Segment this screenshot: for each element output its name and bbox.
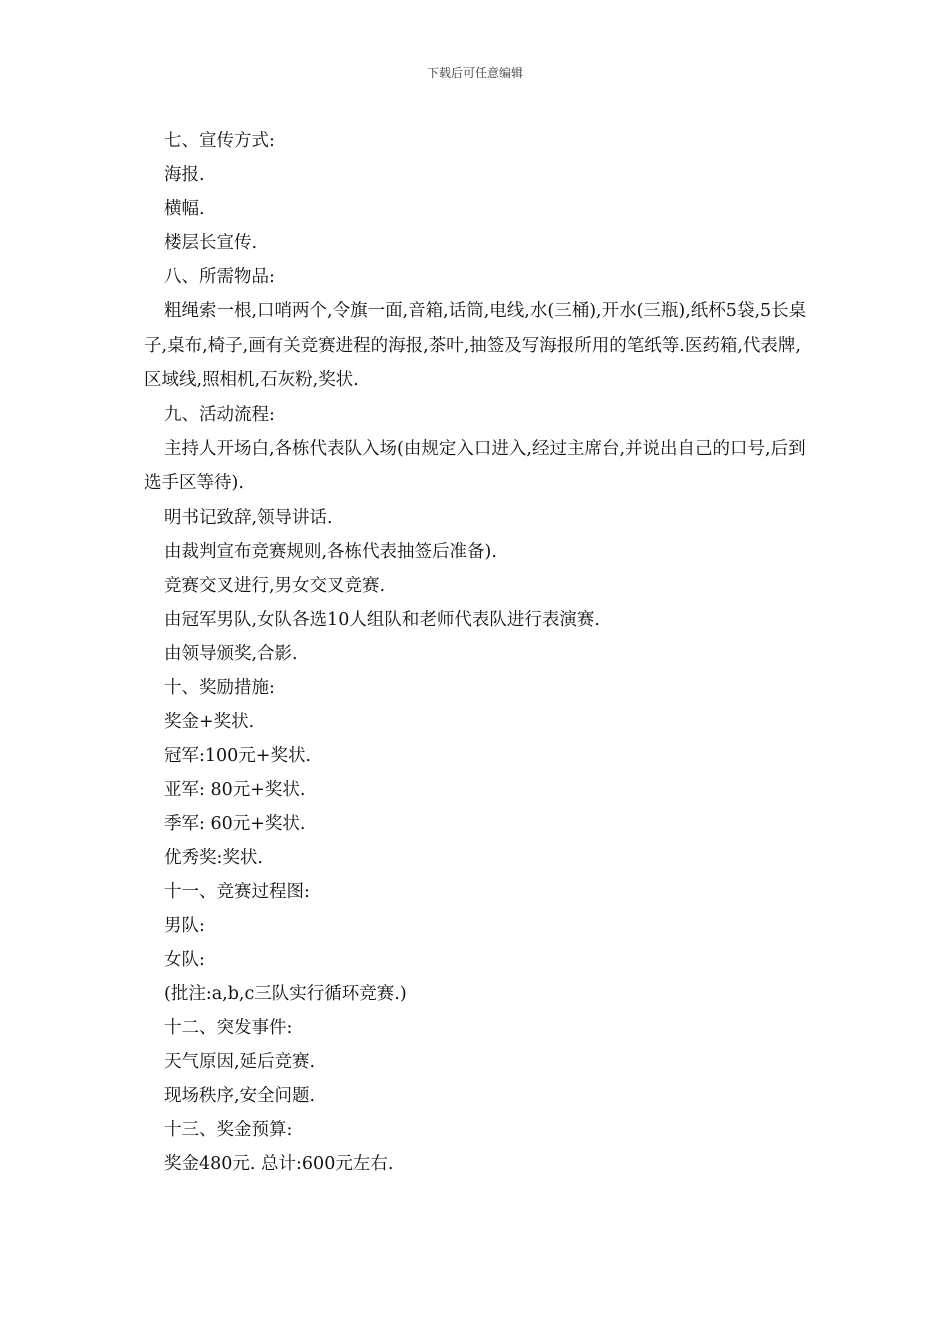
list-item: 竞赛交叉进行,男女交叉竞赛. <box>164 575 386 596</box>
list-item: 奖金480元. 总计:600元左右. <box>164 1153 394 1174</box>
list-item: 季军: 60元+奖状. <box>164 813 306 834</box>
list-item: 楼层长宣传. <box>164 233 258 253</box>
section-heading-budget: 十三、奖金预算: <box>164 1119 293 1140</box>
list-item: 横幅. <box>164 199 205 219</box>
list-item: 海报. <box>164 165 205 185</box>
list-item: 冠军:100元+奖状. <box>164 745 312 766</box>
list-item: 亚军: 80元+奖状. <box>164 779 306 800</box>
list-item: 优秀奖:奖状. <box>164 847 263 868</box>
list-item: 由裁判宣布竞赛规则,各栋代表抽签后准备). <box>164 541 497 562</box>
annotation-note: (批注:a,b,c三队实行循环竞赛.) <box>164 983 407 1004</box>
document-body <box>144 124 814 1181</box>
list-item: 女队: <box>164 949 205 970</box>
section-heading-supplies: 八、所需物品: <box>164 267 275 287</box>
section-heading-emergencies: 十二、突发事件: <box>164 1017 293 1038</box>
section-heading-process: 九、活动流程: <box>164 404 275 425</box>
page-header: 下载后可任意编辑 <box>426 66 523 80</box>
section-heading-diagram: 十一、竞赛过程图: <box>164 881 310 902</box>
supplies-paragraph: 粗绳索一根,口哨两个,令旗一面,音箱,话筒,电线,水(三桶),开水(三瓶),纸杯5袋,5长桌子,桌布,椅子,画有关竞赛进程的海报,茶叶,抽签及写海报所用的笔纸等.医药箱,代表牌,区域线,照相机,石灰粉,奖状. <box>144 301 807 390</box>
list-item: 奖金+奖状. <box>164 711 255 732</box>
list-item: 天气原因,延后竞赛. <box>164 1051 316 1072</box>
list-item: 由领导颁奖,合影. <box>164 643 298 664</box>
list-item: 明书记致辞,领导讲话. <box>164 507 333 528</box>
section-heading-rewards: 十、奖励措施: <box>164 677 275 698</box>
section-heading-publicity: 七、宣传方式: <box>164 131 275 151</box>
list-item: 由冠军男队,女队各选10人组队和老师代表队进行表演赛. <box>164 609 600 630</box>
process-paragraph: 主持人开场白,各栋代表队入场(由规定入口进入,经过主席台,并说出自己的口号,后到选手区等待). <box>144 438 806 493</box>
list-item: 男队: <box>164 915 205 936</box>
list-item: 现场秩序,安全问题. <box>164 1085 316 1106</box>
